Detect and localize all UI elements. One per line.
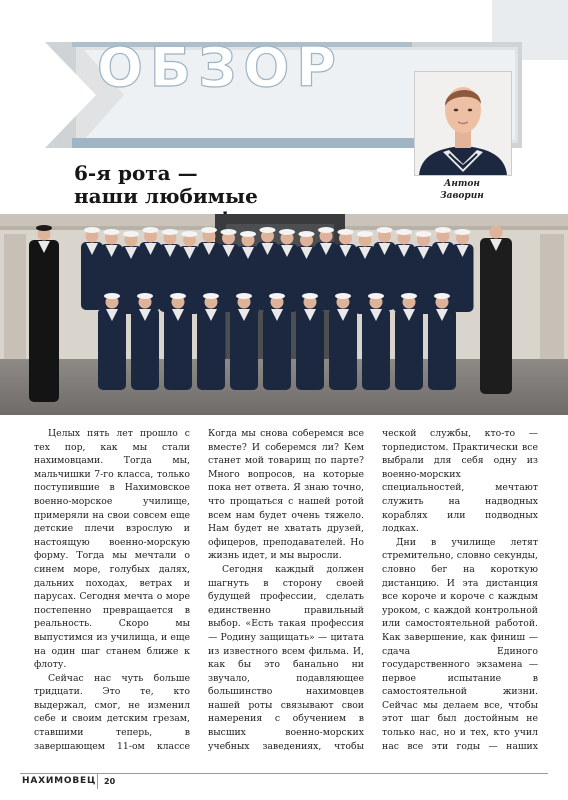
group-photo bbox=[0, 214, 568, 415]
author-portrait bbox=[414, 71, 512, 176]
footer-separator bbox=[97, 773, 98, 789]
paragraph: Дни в училище летят стремительно, словно секунды, словно бег на короткую дистанцию. И эта дистанция все короче и короче с каждым уроком, с каждой контрольной или самостоятельной работой. Как завершение, как финиш — сдача Единого государственного экзамена — первое испытание в самостоятельной жизни. Сейчас мы делаем все, чтобы этот шаг был достойным не только нас, но и тех, кто учил нас все эти годы — наших bbox=[382, 536, 538, 752]
article-column-1 bbox=[34, 427, 190, 753]
photo-person bbox=[29, 225, 59, 402]
article-column-3 bbox=[382, 427, 538, 753]
paragraph: Сейчас нас чуть больше тридцати. Это те, кто выдержал, смог, не изменил себе и своим детским грезам, ставшими теперь, в завершающем 11-ом классе bbox=[34, 672, 190, 752]
headline-line-2: наши любимые bbox=[74, 184, 258, 208]
page-number: 20 bbox=[104, 777, 116, 786]
footer-rule bbox=[20, 773, 548, 774]
author-caption bbox=[414, 178, 510, 202]
article-body bbox=[34, 427, 538, 753]
headline-line-1: 6-я рота — bbox=[74, 161, 198, 185]
article-column-2 bbox=[208, 427, 364, 753]
author-last-name: Заворин bbox=[440, 191, 484, 201]
paragraph: Когда мы снова соберемся все вместе? И соберемся ли? Кем станет мой товарищ по парте? Много вопросов, на которые пока нет ответа. Я знаю точно, что прощаться с нашей ротой всем нам будет очень тяжело. Нам будет не хватать друзей, офицеров, преподавателей. Но жизнь идет, и мы выросли. bbox=[208, 428, 364, 562]
paragraph: ческой службы, кто-то — торпедистом. Практически все выбрали для себя одну из военно-морских специальностей, мечтают служить на надводных кораблях или подводных лодках. bbox=[382, 428, 538, 535]
paragraph: Сегодня каждый должен шагнуть в сторону своей будущей профессии, сделать единственно правильный выбор. «Есть такая профессия — Родину защищать» — цитата из известного всем фильма. И, как бы это банально ни звучало, подавляющее большинство нахимовцев нашей роты связывают свои намерения с обучением в высших военно-морских учебных заведениях, чтобы bbox=[208, 563, 364, 752]
section-title: ОБЗОР bbox=[97, 36, 343, 99]
paragraph: Целых пять лет прошло с тех пор, как мы стали нахимовцами. Тогда мы, мальчишки 7-го класса, только поступившие в Нахимовское военно-морское училище, примеряли на свои совсем еще детские плечи взрослую и настоящую военно-морскую форму. Тогда мы мечтали о синем море, голубых далях, дальних походах, ветрах и парусах. Сегодня мечта о море постепенно превращается в реальность. Скоро мы выпустимся из училища, и еще на один шаг станем ближе к флоту. bbox=[34, 428, 190, 671]
author-first-name: Антон bbox=[444, 179, 480, 189]
magazine-name: НАХИМОВЕЦ bbox=[22, 776, 97, 786]
photo-person bbox=[480, 226, 512, 395]
